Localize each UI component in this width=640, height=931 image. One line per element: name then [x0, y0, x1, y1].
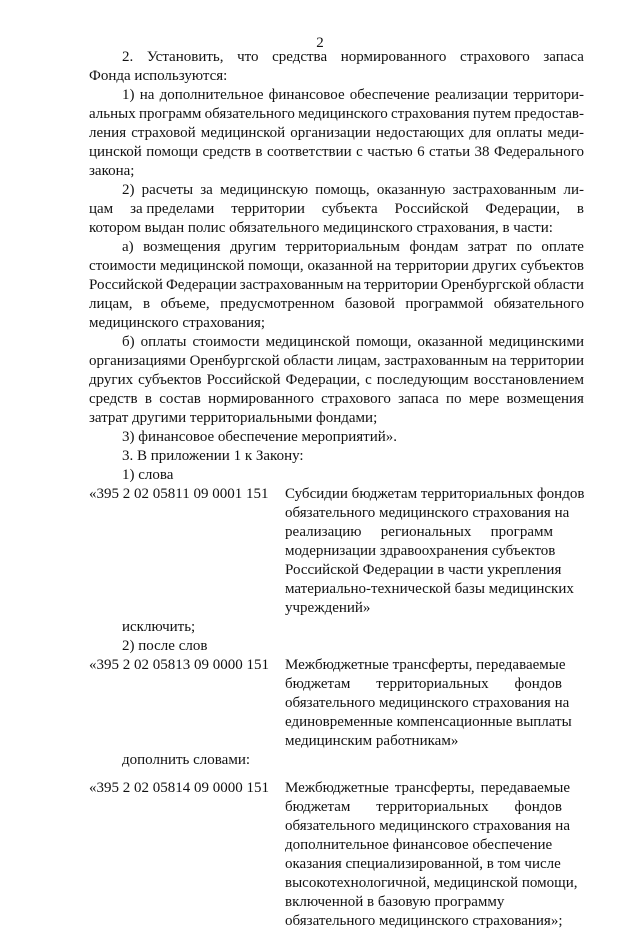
word: с [356, 144, 363, 160]
word: нормированного [340, 49, 447, 65]
word: бюджетам [285, 676, 351, 692]
word: мере [468, 391, 500, 407]
word: для [469, 125, 492, 141]
entry3-line-8: обязательного медицинского страхования»; [285, 913, 563, 929]
p2-1-line-2 [89, 105, 584, 124]
word: стоимости [192, 334, 260, 350]
word: программ [139, 106, 202, 122]
word: 2. [122, 49, 134, 65]
word: области [533, 277, 584, 293]
word: застрахованным [452, 182, 557, 198]
entry3-line-6: высокотехнологичной, медицинской помощи, [285, 875, 578, 891]
entry3-description [285, 779, 585, 931]
word: оказанной [307, 258, 373, 274]
word: меди- [547, 125, 584, 141]
word: лицам, [337, 353, 381, 369]
word: Федерации, [485, 201, 560, 217]
word: Российской [89, 277, 163, 293]
entry1-line-2: обязательного медицинского страхования на [285, 505, 570, 521]
word: восстановлением [473, 372, 584, 388]
p2-2b-line-3 [89, 371, 584, 390]
word: другим [230, 239, 277, 255]
word: Межбюджетные [285, 780, 389, 796]
word: за [200, 182, 213, 198]
word: территории [395, 258, 469, 274]
word: территориальных [376, 799, 489, 815]
entry1-code: «395 2 02 05811 09 0001 151 [89, 486, 269, 502]
entry1-line-5: Российской Федерации в части укрепления [285, 562, 562, 578]
p2-2b-line-4 [89, 390, 584, 409]
word: области [283, 353, 334, 369]
word: трансферты, [394, 780, 475, 796]
p2-2-line-2 [89, 200, 584, 219]
word: расчеты [141, 182, 194, 198]
word: оплаты [140, 334, 187, 350]
word: страхового [460, 49, 530, 65]
word: территориальным [285, 239, 400, 255]
word: альных [89, 106, 136, 122]
entry3-line-2 [285, 798, 562, 817]
entry3-line-4: дополнительное финансовое обеспечение [285, 837, 553, 853]
p2-2b-line-5: затрат другими территориальными фондами; [89, 410, 378, 426]
exclude-label: исключить; [122, 619, 196, 635]
word: фондам [409, 239, 459, 255]
entry1-line-3 [285, 523, 553, 542]
p2-2a-line-5: медицинского страхования; [89, 315, 266, 331]
word: по [446, 391, 462, 407]
word: б) [122, 334, 135, 350]
word: 6 [417, 144, 425, 160]
word: возмещения [506, 391, 584, 407]
word: помощи, [248, 258, 304, 274]
p2-2b-line-2 [89, 352, 584, 371]
entry3-line-1 [285, 779, 570, 798]
word: субъекта [321, 201, 378, 217]
word: статьи [429, 144, 471, 160]
word: медицинского [298, 106, 388, 122]
entry2-code: «395 2 02 05813 09 0000 151 [89, 657, 269, 673]
word: финансовое [268, 87, 345, 103]
p2-2b-line-1 [122, 333, 584, 352]
item2-label: 2) после слов [122, 638, 208, 654]
word: средств [89, 391, 138, 407]
word: 2) [122, 182, 135, 198]
word: частью [367, 144, 413, 160]
word: страхового [321, 391, 391, 407]
word: реализации [434, 87, 509, 103]
word: других [89, 372, 134, 388]
word: помощи [146, 144, 199, 160]
word: оплаты [496, 125, 543, 141]
word: на [491, 353, 507, 369]
word: ли- [563, 182, 584, 198]
p2-1-line-5: закона; [89, 163, 135, 179]
word: в [255, 144, 263, 160]
p2-1-line-1 [122, 86, 584, 105]
word: на [376, 258, 392, 274]
item1-label: 1) слова [122, 467, 174, 483]
word: Российской [394, 201, 469, 217]
word: медицинского [379, 818, 469, 834]
entry3-line-7: включенной в базовую программу [285, 894, 505, 910]
entry2-line-4: единовременные компенсационные выплаты [285, 714, 572, 730]
entry1-line-7: учреждений» [285, 600, 371, 616]
p2-2-line-3: котором выдан полис обязательного медицинского страхования, в части: [89, 220, 553, 236]
word: цам [89, 201, 114, 217]
word: последующим [376, 372, 469, 388]
word: нормированного [208, 391, 314, 407]
entry3-code: «395 2 02 05814 09 0000 151 [89, 780, 269, 796]
word: запаса [543, 49, 584, 65]
word: за пределами [130, 201, 215, 217]
word: медицинской [265, 334, 350, 350]
word: путем [472, 106, 512, 122]
entry2-description [285, 656, 585, 751]
entry1-line-6: материально-технической базы медицинских [285, 581, 574, 597]
word: недостающих [375, 125, 465, 141]
word: оказанной [417, 334, 483, 350]
word: по [516, 239, 532, 255]
word: 38 [474, 144, 490, 160]
word: бюджетам [285, 799, 351, 815]
word: Российской [206, 372, 281, 388]
word: организации [290, 125, 371, 141]
word: Оренбургской [189, 353, 280, 369]
entry2-line-5: медицинским работникам» [285, 733, 459, 749]
word: Федерального [493, 144, 584, 160]
word: в [142, 296, 151, 312]
word: территории [510, 353, 584, 369]
word: программой [405, 296, 484, 312]
entry1-description [285, 485, 585, 618]
word: территории [364, 277, 438, 293]
word: субъектов [520, 258, 584, 274]
word: Оренбургской [440, 277, 531, 293]
word: Установить, [146, 49, 224, 65]
entry1-line-4: модернизации здравоохранения субъектов [285, 543, 556, 559]
word: соответствии [266, 144, 352, 160]
word: 1) [122, 87, 135, 103]
entry1-line-1: Субсидии бюджетам территориальных фондов [285, 486, 585, 502]
word: медицинскими [488, 334, 584, 350]
word: страхования [472, 818, 552, 834]
page-number: 2 [316, 35, 324, 51]
word: субъектов [138, 372, 202, 388]
word: в [576, 201, 584, 217]
word: других [472, 258, 517, 274]
supplement-label: дополнить словами: [122, 752, 251, 768]
word: а) [122, 239, 134, 255]
word: средства [272, 49, 328, 65]
word: состав [159, 391, 201, 407]
word: реализацию [285, 524, 362, 540]
word: возмещения [143, 239, 221, 255]
word: территории [231, 201, 305, 217]
entry2-line-2 [285, 675, 562, 694]
word: базовой [344, 296, 395, 312]
word: с [365, 372, 372, 388]
entry2-line-1: Межбюджетные трансферты, передаваемые [285, 657, 566, 673]
p2-2a-line-2 [89, 257, 584, 276]
word: обязательного [285, 818, 376, 834]
word: фондов [514, 676, 562, 692]
p2-2a-line-1 [122, 238, 584, 257]
word: медицинской [200, 125, 286, 141]
word: медицинской [159, 258, 245, 274]
word: фондов [514, 799, 562, 815]
word: застрахованным [239, 277, 344, 293]
word: оказанную [376, 182, 446, 198]
p2-3-line: 3) финансовое обеспечение мероприятий». [122, 429, 397, 445]
word: помощи, [355, 334, 412, 350]
p2-line-1 [122, 48, 584, 67]
word: средств [202, 144, 251, 160]
word: обеспечение [349, 87, 430, 103]
p2-2a-line-4 [89, 295, 584, 314]
word: предостав- [514, 106, 584, 122]
word: программ [490, 524, 553, 540]
entry2-line-3: обязательного медицинского страхования на [285, 695, 570, 711]
word: в [144, 391, 152, 407]
p3-line: 3. В приложении 1 к Закону: [122, 448, 304, 464]
word: на [139, 87, 155, 103]
word: Федерации [165, 277, 237, 293]
p2-line-2: Фонда используются: [89, 68, 228, 84]
word: страховой [131, 125, 196, 141]
word: помощь, [315, 182, 370, 198]
p2-2-line-1 [122, 181, 584, 200]
word: обязательного [204, 106, 295, 122]
p2-2a-line-3 [89, 276, 584, 295]
word: стоимости [89, 258, 157, 274]
word: оплате [541, 239, 584, 255]
word: территориальных [376, 676, 489, 692]
word: на [346, 277, 362, 293]
entry3-line-5: оказания специализированной, в том числе [285, 856, 561, 872]
word: организациями [89, 353, 186, 369]
word: страхования [391, 106, 470, 122]
p2-1-line-3 [89, 124, 584, 143]
word: медицинскую [219, 182, 309, 198]
word: передаваемые [480, 780, 570, 796]
word: ления [89, 125, 127, 141]
word: территори- [513, 87, 584, 103]
word: лицам, [89, 296, 133, 312]
word: затрат [467, 239, 508, 255]
entry3-line-3 [285, 817, 570, 836]
word: дополнительное [159, 87, 264, 103]
word: обязательного [493, 296, 584, 312]
word: цинской [89, 144, 142, 160]
word: объеме, [160, 296, 210, 312]
word: на [555, 818, 570, 834]
p2-1-line-4 [89, 143, 584, 162]
word: запаса [398, 391, 439, 407]
word: застрахованным [384, 353, 489, 369]
word: региональных [380, 524, 472, 540]
word: предусмотренном [220, 296, 335, 312]
word: Федерации, [285, 372, 361, 388]
word: что [237, 49, 259, 65]
